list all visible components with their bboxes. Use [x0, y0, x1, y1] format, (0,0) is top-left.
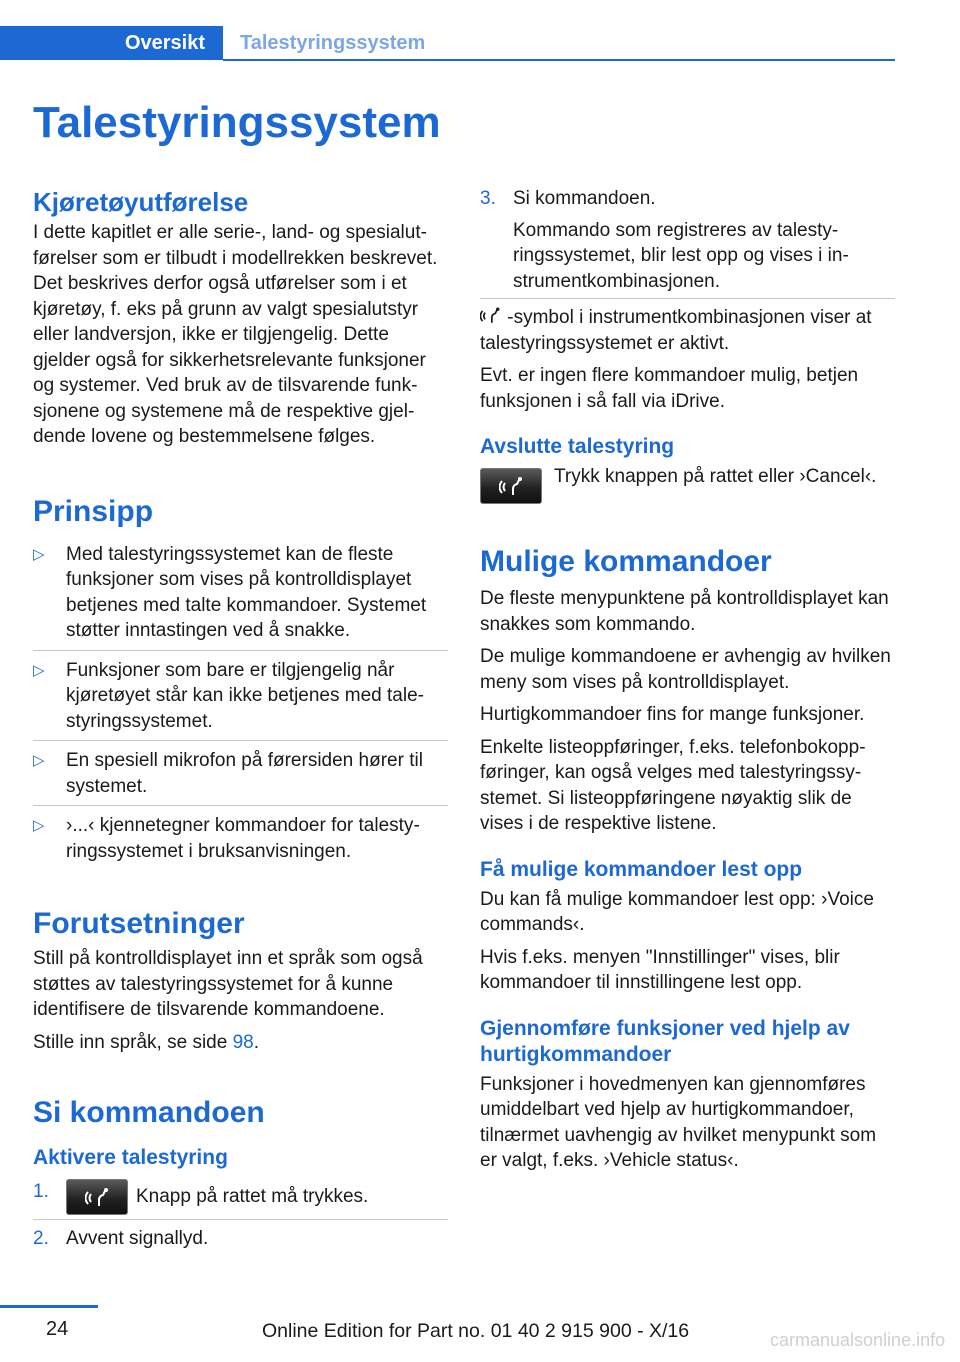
paragraph-language-ref: Stille inn språk, se side 98. [33, 1031, 260, 1053]
heading-forutsetninger: Forutsetninger [33, 907, 245, 940]
triangle-bullet-icon: ▷ [33, 661, 45, 679]
page-link[interactable]: 98 [232, 1031, 254, 1053]
list-item: ▷ En spesiell mikrofon på førersiden hører til systemet. [33, 748, 448, 806]
footer-divider [0, 1305, 98, 1308]
paragraph-read-2: Hvis f.eks. menyen "Innstillinger" vises, blir kommandoer til innstillingene lest opp. [480, 946, 840, 993]
list-item: ▷ Funksjoner som bare er tilgjengelig når kjøretøyet står kan ikke betjenes med talestyringssystemet. [33, 658, 448, 742]
paragraph-idrive: Evt. er ingen flere kommandoer mulig, betjen funksjonen i så fall via iDrive. [480, 365, 859, 412]
header-divider [223, 59, 895, 61]
heading-si-kommandoen: Si kommandoen [33, 1096, 265, 1129]
list-item: 2. Avvent signallyd. [33, 1228, 209, 1249]
right-column [480, 186, 895, 1181]
paragraph-avslutte: Trykk knappen på rattet eller ›Cancel‹. [554, 466, 877, 487]
triangle-bullet-icon: ▷ [33, 545, 45, 563]
paragraph-forutsetninger: Still på kontrolldisplayet inn et språk som også støttes av talestyringssystemet for å kunne identifisere de tilsvarende kommandoene. [33, 948, 423, 1020]
paragraph-mk-4: Enkelte listeoppføringer, f.eks. telefonbokoppføringer, kan også velges med talestyringssystemet. Si listeoppføringene nøyaktig slik de vises i de respektive listene. [480, 736, 866, 834]
voice-symbol-icon [480, 305, 502, 327]
list-item: 1. Knapp på rattet må trykkes. [33, 1179, 448, 1220]
list-item: 3. Si kommandoen. Kommando som registreres av talestyringssystemet, blir lest opp og vises i instrumentkombinasjonen. [480, 186, 895, 299]
steps-list-continued [480, 186, 895, 299]
tab-oversikt[interactable]: Oversikt [0, 26, 223, 60]
page-title: Talestyringssystem [33, 98, 441, 147]
triangle-bullet-icon: ▷ [33, 817, 45, 834]
list-item: ▷ ›...‹ kjennetegner kommandoer for talestyringssystemet i bruksanvisningen. [33, 815, 420, 862]
page-number: 24 [46, 1318, 69, 1340]
paragraph-mk-2: De mulige kommandoene er avhengig av hvilken meny som vises på kontrolldisplayet. [480, 646, 891, 693]
paragraph-mk-1: De fleste menypunktene på kontrolldisplayet kan snakkes som kommando. [480, 588, 889, 635]
left-column [33, 186, 448, 1262]
steps-list [33, 1179, 448, 1256]
triangle-bullet-icon: ▷ [33, 752, 45, 769]
heading-lest-opp: Få mulige kommandoer lest opp [480, 857, 803, 881]
voice-button-icon [66, 1179, 128, 1215]
paragraph-kjoretoyutforelse: I dette kapitlet er alle serie-, land- og spesialutførelser som er tilbudt i modellrekken beskrevet. Det beskrives derfor også utførelser som i et kjøretøy, f. eks på grunn av valgt spesialutstyr eller landversjon, ikke er tilgjengelig. Dette gjelder også for sikkerhetsrelevante funksjoner og systemer. Ved bruk av de tilsvarende funksjonene og systemene må de respektive gjeldende lovene og bestemmelsene følges. [33, 222, 438, 447]
list-item: ▷ Med talestyringssystemet kan de fleste funksjoner som vises på kontrolldisplayet betjenes med talte kommandoer. Systemet støtter inntastingen ved å snakke. [33, 542, 448, 651]
footer-edition: Online Edition for Part no. 01 40 2 915 900 - X/16 [262, 1320, 690, 1342]
heading-aktivere-talestyring: Aktivere talestyring [33, 1146, 228, 1169]
paragraph-read-1: Du kan få mulige kommandoer lest opp: ›Voice commands‹. [480, 888, 874, 935]
tab-talestyringssystem[interactable]: Talestyringssystem [240, 31, 426, 54]
paragraph-quick-1: Funksjoner i hovedmenyen kan gjennomføres umiddelbart ved hjelp av hurtigkommandoer, tilnærmet uavhengig av hvilket menypunkt som er valgt, f.eks. ›Vehicle status‹. [480, 1073, 877, 1171]
paragraph-voice-symbol: -symbol i instrumentkombinasjonen viser at talestyringssystemet er aktivt. [480, 307, 872, 354]
page-header [0, 26, 895, 62]
heading-kjoretoyutforelse: Kjøretøyutførelse [33, 187, 249, 217]
heading-prinsipp: Prinsipp [33, 494, 154, 528]
prinsipp-list [33, 542, 448, 871]
watermark: carmanualsonline.info [770, 1330, 946, 1350]
paragraph-mk-3: Hurtigkommandoer fins for mange funksjoner. [480, 704, 865, 725]
heading-hurtigkommandoer: Gjennomføre funksjoner ved hjelp av hurtigkommandoer [480, 1016, 850, 1066]
heading-avslutte-talestyring: Avslutte talestyring [480, 435, 675, 458]
voice-button-icon [480, 468, 542, 504]
heading-mulige-kommandoer: Mulige kommandoer [480, 545, 772, 578]
